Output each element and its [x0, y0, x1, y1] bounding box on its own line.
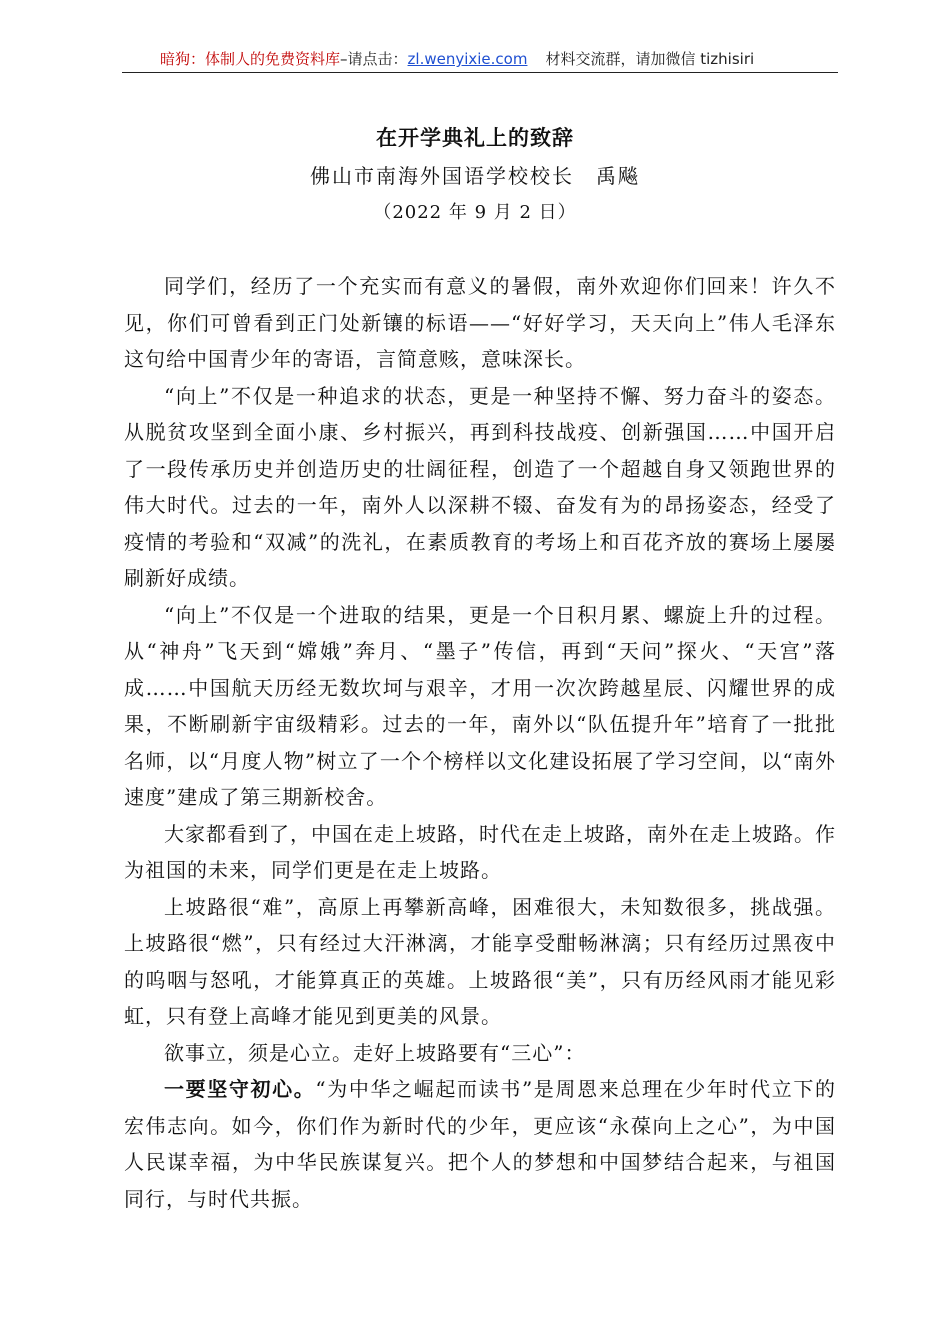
document-title: 在开学典礼上的致辞 [376, 125, 574, 150]
document-body [124, 268, 836, 1217]
paragraph-6: 欲事立，须是心立。走好上坡路要有“三心”： [164, 1040, 586, 1065]
paragraph-4: 大家都看到了，中国在走上坡路，时代在走上坡路，南外在走上坡路。作为祖国的未来，同学们更是在走上坡路。 [124, 821, 836, 882]
document-date: （2022 年 9 月 2 日） [373, 202, 577, 223]
paragraph-5: 上坡路很“难”，高原上再攀新高峰，困难很大，未知数很多，挑战强。上坡路很“燃”，只有经过大汗淋漓，才能享受酣畅淋漓；只有经历过黑夜中的呜咽与怒吼，才能算真正的英雄。上坡路很“美”，只有历经风雨才能见彩虹，只有登上高峰才能见到更美的风景。 [124, 894, 836, 1028]
paragraph-7-text: “为中华之崛起而读书”是周恩来总理在少年时代立下的宏伟志向。如今，你们作为新时代的少年，更应该“永葆向上之心”，为中国人民谋幸福，为中华民族谋复兴。把个人的梦想和中国梦结合起来，与祖国同行，与时代共振。 [124, 1077, 837, 1211]
document-author: 佛山市南海外国语学校校长 禹飚 [310, 164, 640, 188]
header-group-info: 材料交流群，请加微信 tizhisiri [545, 50, 755, 68]
header-prompt: –请点击： [340, 50, 408, 68]
page-header [122, 46, 838, 73]
header-brand: 暗狗：体制人的免费资料库 [160, 50, 341, 68]
paragraph-7-heading: 一要坚守初心。 [164, 1077, 316, 1101]
paragraph-2: “向上”不仅是一种追求的状态，更是一种坚持不懈、努力奋斗的姿态。从脱贫攻坚到全面小康、乡村振兴，再到科技战疫、创新强国……中国开启了一段传承历史并创造历史的壮阔征程，创造了一个超越自身又领跑世界的伟大时代。过去的一年，南外人以深耕不辍、奋发有为的昂扬姿态，经受了疫情的考验和“双减”的洗礼，在素质教育的考场上和百花齐放的赛场上屡屡刷新好成绩。 [124, 383, 836, 590]
paragraph-3: “向上”不仅是一个进取的结果，更是一个日积月累、螺旋上升的过程。从“神舟”飞天到“嫦娥”奔月、“墨子”传信，再到“天问”探火、“天宫”落成……中国航天历经无数坎坷与艰辛，才用一次次跨越星辰、闪耀世界的成果，不断刷新宇宙级精彩。过去的一年，南外以“队伍提升年”培育了一批批名师，以“月度人物”树立了一个个榜样以文化建设拓展了学习空间，以“南外速度”建成了第三期新校舍。 [124, 602, 836, 809]
paragraph-1: 同学们，经历了一个充实而有意义的暑假，南外欢迎你们回来！许久不见，你们可曾看到正门处新镶的标语——“好好学习，天天向上”伟人毛泽东这句给中国青少年的寄语，言简意赅，意味深长。 [124, 274, 836, 371]
header-link[interactable]: zl.wenyixie.com [407, 50, 528, 68]
paragraph-7 [124, 1071, 836, 1217]
